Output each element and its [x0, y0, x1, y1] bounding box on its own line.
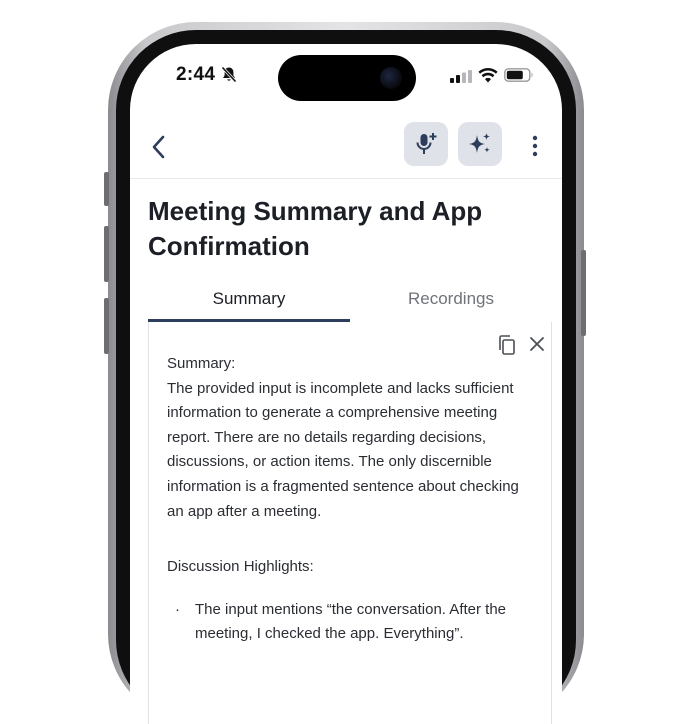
back-button[interactable] [146, 132, 172, 162]
close-icon[interactable] [529, 336, 545, 352]
bullet-text: The input mentions “the conversation. After the meeting, I checked the app. Everything”. [195, 601, 507, 642]
power-button [581, 250, 586, 336]
summary-card [148, 322, 552, 724]
status-time: 2:44 [176, 64, 216, 85]
volume-up-button [104, 226, 109, 282]
tab-summary[interactable]: Summary [148, 282, 350, 322]
dynamic-island [278, 55, 416, 101]
summary-label: Summary: [167, 355, 236, 372]
page-title: Meeting Summary and App Confirmation [148, 196, 483, 261]
more-vertical-icon [524, 134, 546, 158]
tab-recordings[interactable]: Recordings [408, 289, 494, 308]
cellular-signal-icon [450, 70, 472, 83]
bell-slash-icon [221, 66, 237, 83]
more-options-button[interactable] [524, 134, 546, 158]
record-button[interactable] [404, 122, 448, 166]
tab-bar [148, 282, 552, 322]
back-chevron-icon [146, 132, 172, 162]
sparkles-icon [467, 131, 493, 157]
app-bar [130, 120, 562, 179]
phone-screen [130, 44, 562, 724]
summary-text [167, 352, 539, 524]
bullet-icon: · [175, 601, 180, 618]
wifi-icon [478, 67, 498, 83]
mic-plus-icon [413, 131, 439, 157]
battery-icon [504, 68, 534, 82]
action-button [104, 172, 109, 206]
front-camera [380, 67, 402, 89]
summary-body: The provided input is incomplete and lacks sufficient information to generate a comprehensive meeting report. There are no details regarding decisions, discussions, or action items. The only discernible information is a fragmented sentence about checking an app after a meeting. [167, 379, 519, 520]
volume-down-button [104, 298, 109, 354]
discussion-highlights-label: Discussion Highlights: [167, 558, 314, 575]
ai-assist-button[interactable] [458, 122, 502, 166]
